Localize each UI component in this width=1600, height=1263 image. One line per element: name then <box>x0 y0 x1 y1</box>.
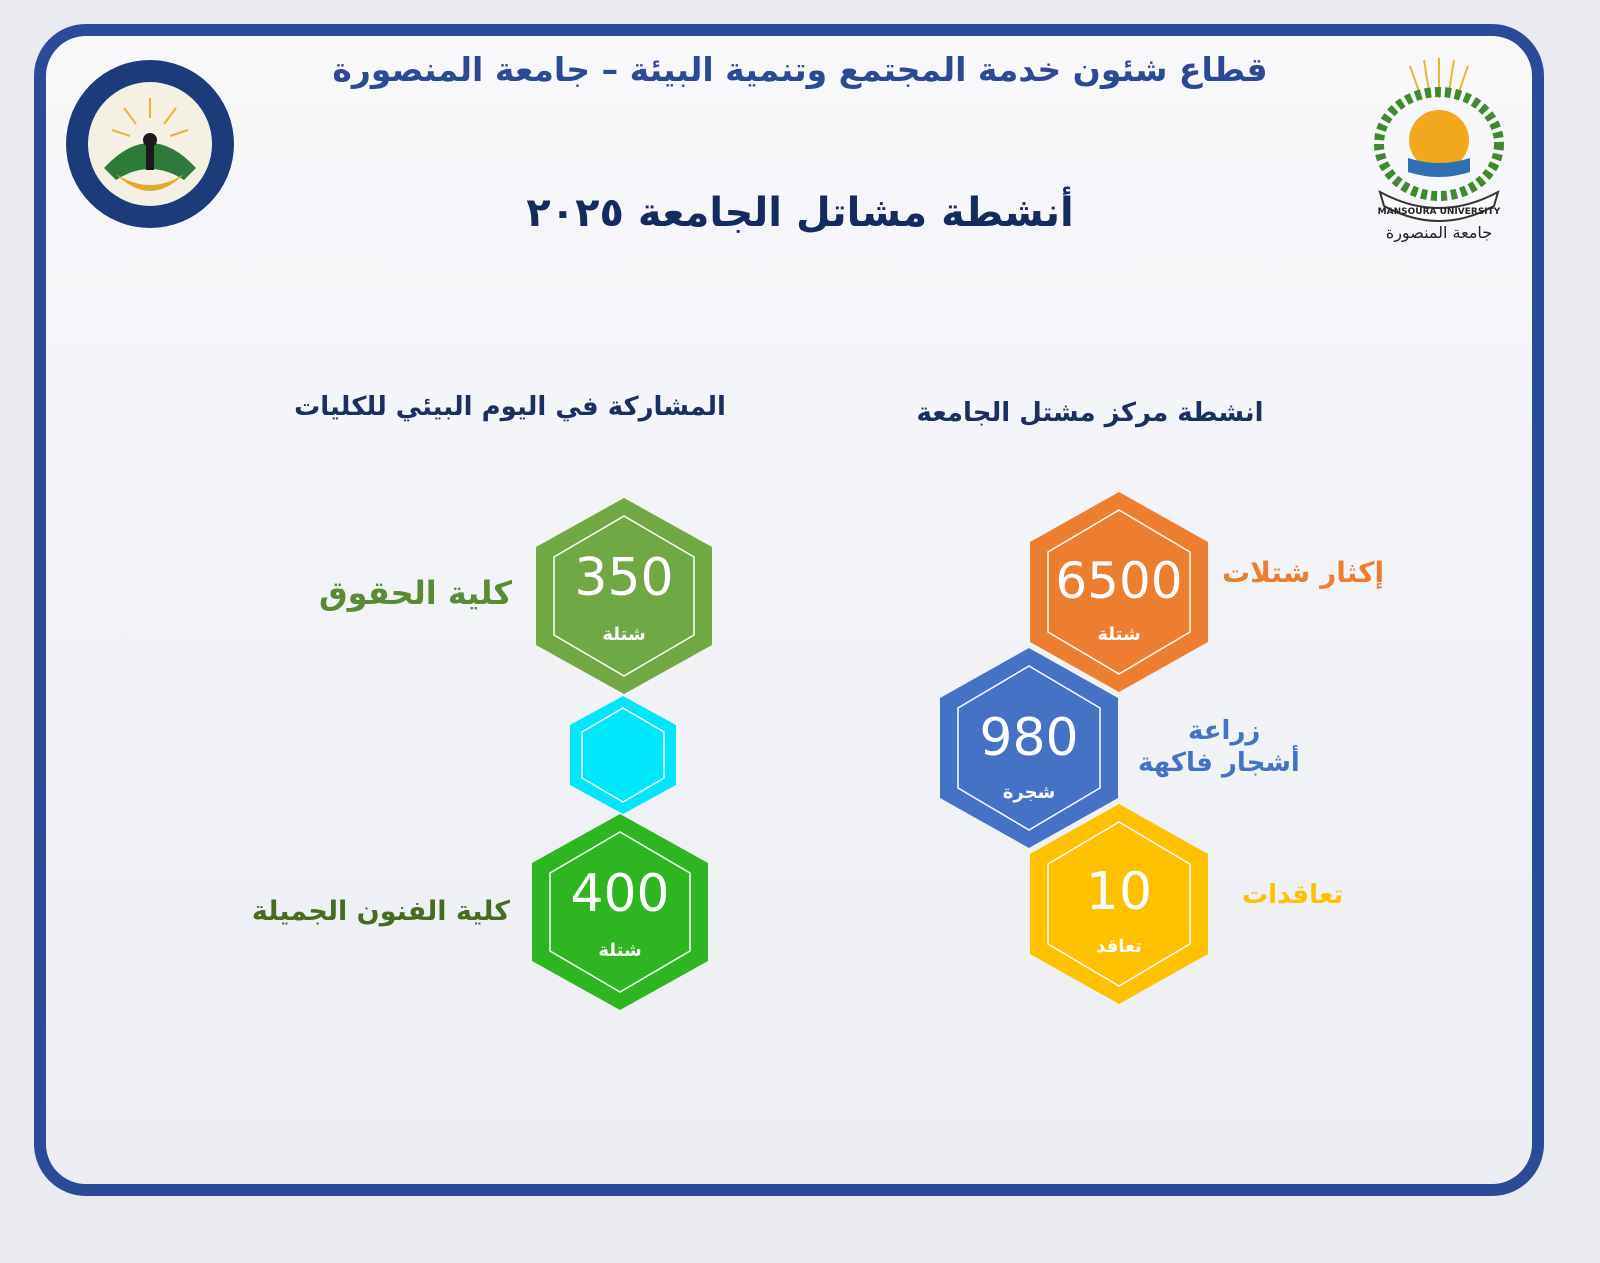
fruit-trees-label-line1: زراعة <box>1188 716 1261 746</box>
mansoura-university-logo <box>1358 54 1520 246</box>
fine-arts-value: 400 <box>570 864 670 924</box>
propagation-label: إكثار شتلات <box>1222 556 1385 589</box>
community-service-logo <box>64 58 236 230</box>
nursery-section-title: انشطة مركز مشتل الجامعة <box>916 398 1264 428</box>
hexagon-fine-arts-college <box>532 814 708 1010</box>
propagation-value: 6500 <box>1055 552 1183 610</box>
contracts-unit: تعاقد <box>1096 936 1142 957</box>
hexagon-law-college <box>536 498 712 694</box>
svg-text:جامعة المنصورة: جامعة المنصورة <box>1385 223 1493 242</box>
contracts-value: 10 <box>1085 862 1153 922</box>
law-value: 350 <box>574 548 674 608</box>
svg-text:MANSOURA UNIVERSITY: MANSOURA UNIVERSITY <box>1377 207 1501 217</box>
hexagon-contracts <box>1030 804 1208 1004</box>
law-college-label: كلية الحقوق <box>318 574 512 612</box>
propagation-unit: شتلة <box>1097 624 1141 645</box>
page-title: أنشطة مشاتل الجامعة ٢٠٢٥ <box>526 190 1074 236</box>
sector-title: قطاع شئون خدمة المجتمع وتنمية البيئة – جامعة المنصورة <box>332 50 1268 89</box>
connector-hexagon <box>570 696 676 814</box>
fruit-trees-label-line2: أشجار فاكهة <box>1138 748 1300 778</box>
law-unit: شتلة <box>602 624 646 645</box>
fine-arts-unit: شتلة <box>598 940 642 961</box>
contracts-label: تعاقدات <box>1242 880 1344 910</box>
fruit-trees-value: 980 <box>979 708 1079 768</box>
colleges-section-title: المشاركة في اليوم البيئي للكليات <box>294 392 726 422</box>
fine-arts-college-label: كلية الفنون الجميلة <box>251 896 510 927</box>
fruit-trees-unit: شجرة <box>1002 782 1056 803</box>
